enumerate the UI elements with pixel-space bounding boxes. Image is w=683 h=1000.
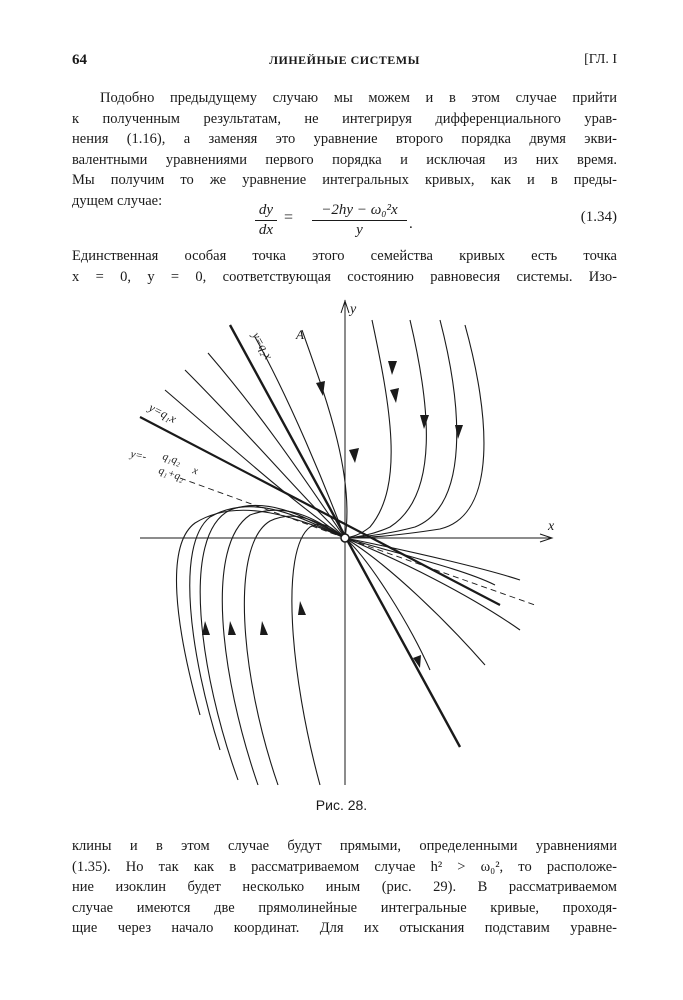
figure-caption: Рис. 28. <box>315 797 368 813</box>
line-y-q1x <box>140 417 500 605</box>
equation-number: (1.34) <box>580 209 617 225</box>
direction-arrow-icon <box>349 448 359 463</box>
trajectory-curve <box>345 320 391 538</box>
text-line: ние изоклин будет несколько иным (рис. 29). В рассматриваемом <box>72 879 617 895</box>
text-line: Мы получим то же уравнение интегральных кривых, как и в преды- <box>72 172 617 188</box>
trajectory-curve <box>222 510 345 785</box>
page-header <box>72 52 617 72</box>
lhs-numerator: dy <box>255 202 277 221</box>
paragraph-2 <box>72 246 617 287</box>
text-line: нения (1.16), а заменяя это уравнение второго порядка двумя экви- <box>72 131 617 147</box>
phase-portrait-figure <box>120 295 565 790</box>
trajectory-curve <box>255 337 345 538</box>
paragraph-3 <box>72 836 617 939</box>
trajectory-curve <box>345 538 485 665</box>
page-number: 64 <box>72 52 87 68</box>
trajectory-curve <box>190 507 345 750</box>
direction-arrow-icon <box>260 621 268 635</box>
trajectory-curve <box>165 390 345 538</box>
line-label-q1q2-right: x <box>191 464 200 478</box>
equation-lhs <box>255 202 277 239</box>
equation-1-34 <box>72 200 617 242</box>
text-line: дущем случае: <box>72 192 163 209</box>
text-line: Подобно предыдущему случаю мы можем и в этом случае прийти <box>100 90 617 106</box>
text-line: валентными уравнениями первого порядка и исключая из них время. <box>72 151 617 168</box>
chapter-marker: [ГЛ. I <box>584 52 617 67</box>
trajectory-curve <box>292 524 345 785</box>
direction-arrow-icon <box>202 621 210 635</box>
rhs-denominator: y <box>356 222 363 238</box>
origin-point <box>341 534 349 542</box>
direction-arrow-icon <box>298 601 306 615</box>
y-axis-label: y <box>350 302 357 317</box>
trajectory-curve <box>345 320 426 538</box>
equation-period: . <box>409 216 413 232</box>
direction-arrow-icon <box>388 361 397 375</box>
running-title: ЛИНЕЙНЫЕ СИСТЕМЫ <box>269 53 420 67</box>
line-label-q1q2-num: q₁q₂ <box>161 450 183 468</box>
line-label-q1: y=q₁x <box>146 400 179 426</box>
line-label-q1q2 <box>128 448 199 484</box>
trajectory-curve <box>345 538 520 580</box>
trajectory-curve <box>200 505 345 780</box>
text-line: щие через начало координат. Для их отыскания подставим уравне- <box>72 920 617 936</box>
direction-arrow-icon <box>390 388 399 403</box>
text-line: Единственная особая точка этого семейства кривых есть точка <box>72 248 617 264</box>
x-axis-label: x <box>548 519 555 534</box>
text-line: x = 0, y = 0, соответствующая состоянию равновесия системы. Изо- <box>72 268 617 285</box>
line-label-q1q2-left: y=- <box>129 448 148 464</box>
direction-arrow-icon <box>420 415 429 429</box>
lhs-denominator: dx <box>258 222 274 238</box>
trajectory-curve <box>345 325 484 538</box>
line-label-q2: y=q₂x <box>249 329 276 362</box>
line-label-q1q2-den: q₁+q₂ <box>157 464 186 484</box>
text-line: (1.35). Но так как в рассматриваемом случае h² > ω₀², то расположе- <box>72 858 617 875</box>
curve-label-a: A <box>296 327 304 342</box>
paragraph-1 <box>72 88 617 211</box>
text-line: к полученным результатам, не интегрируя дифференциального урав- <box>72 110 617 127</box>
rhs-numerator: −2hy − ω₀²x <box>312 202 407 221</box>
direction-arrow-icon <box>228 621 236 635</box>
text-line: клины и в этом случае будут прямыми, определенными уравнениями <box>72 838 617 854</box>
equation-rhs <box>312 202 407 239</box>
trajectory-curve <box>302 330 347 538</box>
equals-sign: = <box>284 209 294 226</box>
trajectory-curve <box>345 320 457 538</box>
text-line: случае имеются две прямолинейные интегральные кривые, проходя- <box>72 899 617 916</box>
